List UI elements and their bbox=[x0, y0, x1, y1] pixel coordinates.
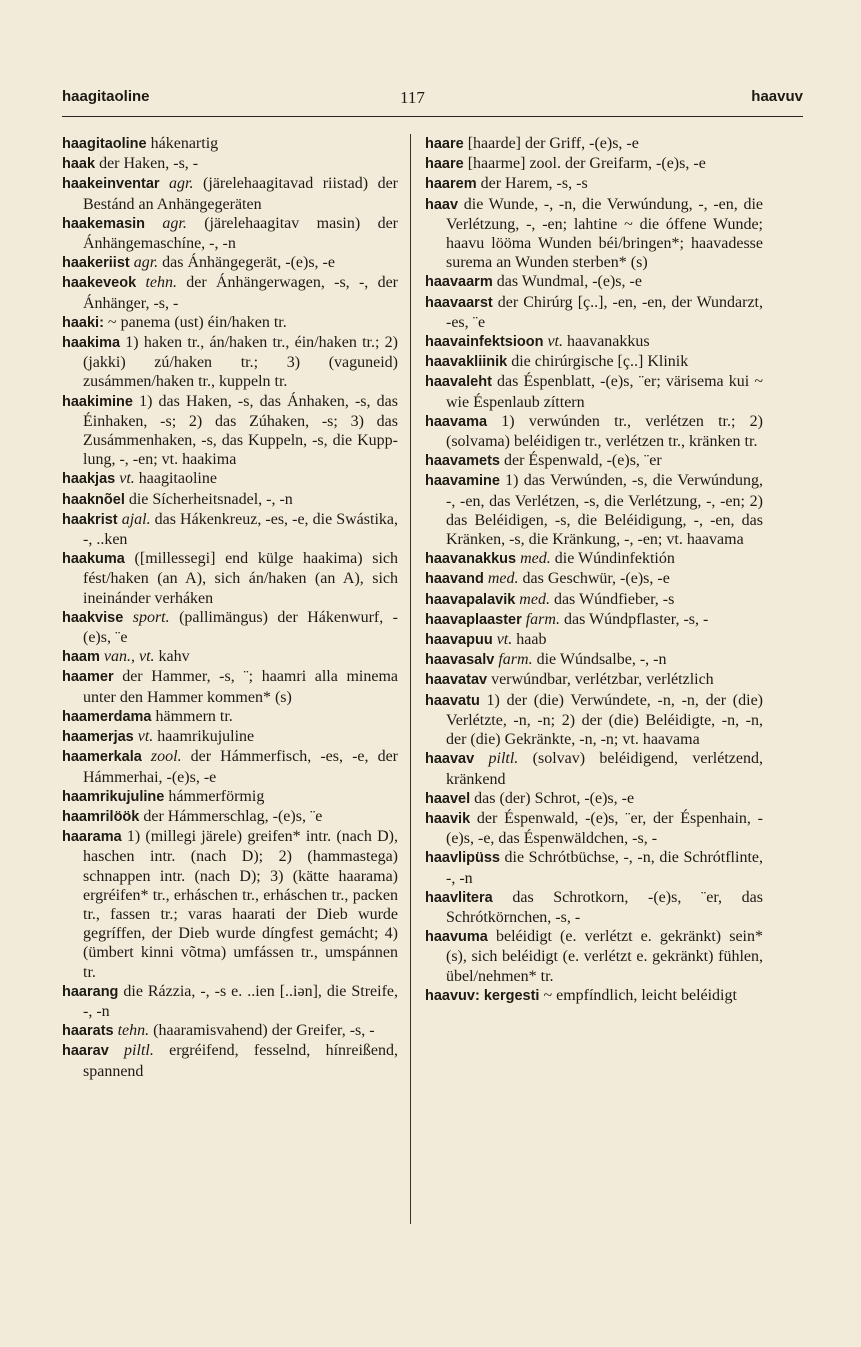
dictionary-entry bbox=[425, 549, 763, 569]
entry-label: agr. bbox=[159, 175, 194, 193]
dictionary-entry bbox=[62, 727, 398, 747]
dictionary-entry bbox=[425, 590, 763, 610]
entry-label: vt. bbox=[115, 470, 135, 488]
entry-label: med. bbox=[516, 550, 551, 568]
entry-headword: haamerjas bbox=[62, 729, 134, 746]
entry-definition: 1) das Verwúnden, -s, die Verwúndung, -, -en, das Verlétzen, -s, die Verlétzung, -, -en; 2) das Beléidigen, -s, die Beléidigung, -, -en, das Kränken, -s, die Kränkung, -, -en; vt. haavama bbox=[446, 472, 763, 549]
entry-definition: haavanakkus bbox=[563, 333, 650, 351]
entry-definition: das Ánhängegerät, -(e)s, -e bbox=[158, 254, 335, 272]
entry-headword: haamerkala bbox=[62, 749, 142, 766]
entry-headword: haavapuu bbox=[425, 632, 493, 649]
right-column bbox=[425, 134, 763, 1006]
dictionary-entry bbox=[62, 608, 398, 647]
entry-definition: haab bbox=[512, 631, 547, 649]
dictionary-entry bbox=[62, 667, 398, 706]
entry-label: vt. bbox=[133, 728, 154, 746]
dictionary-entry bbox=[62, 747, 398, 786]
dictionary-entry bbox=[425, 174, 763, 194]
entry-headword: haavaarst bbox=[425, 294, 493, 311]
entry-definition: der Éspenwald, -(e)s, ¨er bbox=[499, 452, 662, 470]
entry-label: agr. bbox=[145, 214, 187, 232]
entry-headword: haav bbox=[425, 196, 459, 213]
dictionary-entry bbox=[62, 490, 398, 510]
dictionary-entry bbox=[425, 272, 763, 292]
entry-definition: (järelehaagitavad riistad) der Bestánd an Anhängegeräten bbox=[83, 175, 398, 213]
dictionary-entry bbox=[425, 809, 763, 848]
entry-definition: hämmern tr. bbox=[151, 707, 233, 725]
header-first-word: haagitaoline bbox=[62, 88, 150, 105]
dictionary-entry bbox=[425, 372, 763, 411]
entry-headword: haakima bbox=[62, 335, 121, 352]
entry-headword: haarav bbox=[62, 1043, 109, 1060]
entry-headword: haakjas bbox=[62, 471, 116, 488]
entry-definition: die Wunde, -, -n, die Verwúndung, -, -en, die Verlétzung, -, -en; lahtine ~ die óffene Wunde; haavu lööma Wunden béi/bringen*; haavadesse surema an Wunden sterben* (s) bbox=[446, 195, 763, 272]
entry-headword: haamerdama bbox=[62, 708, 152, 725]
entry-definition: der Chirúrg [ç..], -en, -en, der Wundarzt, -es, ¨e bbox=[446, 293, 763, 331]
dictionary-entry bbox=[62, 154, 398, 174]
entry-definition: die Schrótbüchse, -, -n, die Schrótflinte, -, -n bbox=[446, 849, 763, 887]
entry-definition: das (der) Schrot, -(e)s, -e bbox=[470, 789, 635, 807]
dictionary-entry bbox=[425, 848, 763, 887]
entry-definition: die Sícherheitsnadel, -, -n bbox=[124, 490, 293, 508]
dictionary-entry bbox=[425, 134, 763, 154]
dictionary-entry bbox=[62, 982, 398, 1021]
page-header bbox=[62, 88, 803, 112]
dictionary-entry bbox=[62, 313, 398, 333]
entry-definition: [haarde] der Griff, -(e)s, -e bbox=[463, 135, 639, 152]
entry-label: vt. bbox=[543, 333, 563, 351]
entry-label: agr. bbox=[129, 254, 159, 272]
entry-headword: haare bbox=[425, 136, 464, 152]
entry-headword: haarem bbox=[425, 176, 477, 193]
entry-headword: haavatav bbox=[425, 672, 488, 689]
entry-headword: haamrikujuline bbox=[62, 788, 165, 805]
header-rule bbox=[62, 116, 803, 117]
column-divider bbox=[410, 134, 411, 1224]
entry-definition: der Éspenwald, -(e)s, ¨er, der Éspenhain, -(e)s, -e, das Éspenwäldchen, -s, - bbox=[446, 809, 763, 848]
entry-definition: haamrikujuline bbox=[153, 728, 255, 746]
dictionary-entry bbox=[62, 214, 398, 253]
header-last-word: haavuv bbox=[751, 88, 803, 105]
dictionary-entry bbox=[425, 195, 763, 273]
dictionary-entry bbox=[62, 549, 398, 608]
dictionary-entry bbox=[425, 412, 763, 451]
entry-definition: kahv bbox=[154, 648, 190, 666]
entry-definition: (pallimängus) der Hákenwurf, -(e)s, ¨e bbox=[83, 608, 398, 647]
entry-headword: haavatu bbox=[425, 692, 480, 709]
entry-definition: ([millessegi] end külge haakima) sich fést/haken (an A), sich án/haken (an A), sich ineinánder verháken bbox=[83, 550, 398, 607]
dictionary-entry bbox=[62, 392, 398, 470]
entry-label: ajal. bbox=[117, 510, 151, 528]
entry-headword: haavamets bbox=[425, 453, 500, 470]
entry-definition: das Éspenblatt, -(e)s, ¨er; värisema kui ~ wie Éspenlaub zíttern bbox=[446, 373, 763, 411]
entry-definition: der Haken, -s, - bbox=[95, 155, 199, 173]
entry-definition: hámmerförmig bbox=[164, 787, 265, 805]
entry-label: piltl. bbox=[108, 1042, 154, 1060]
dictionary-entry bbox=[425, 630, 763, 650]
entry-label: zool. bbox=[141, 748, 182, 766]
entry-headword: haarang bbox=[62, 983, 119, 1000]
entry-headword: haagitaoline bbox=[62, 136, 147, 152]
entry-headword: haaki: bbox=[62, 314, 104, 331]
dictionary-entry bbox=[425, 451, 763, 471]
dictionary-entry bbox=[425, 293, 763, 332]
dictionary-entry bbox=[62, 647, 398, 667]
entry-headword: haavaleht bbox=[425, 374, 492, 391]
entry-headword: haamrilöök bbox=[62, 808, 140, 825]
entry-headword: haavav bbox=[425, 751, 475, 768]
entry-headword: haakrist bbox=[62, 511, 118, 528]
entry-label: van., vt. bbox=[99, 648, 155, 666]
dictionary-entry bbox=[425, 154, 763, 174]
entry-label: sport. bbox=[123, 608, 170, 626]
entry-definition: der Harem, -s, -s bbox=[476, 175, 588, 193]
entry-headword: haavama bbox=[425, 413, 488, 430]
entry-definition: haagitaoline bbox=[134, 470, 217, 488]
dictionary-entry bbox=[425, 749, 763, 788]
entry-headword: haavuv: kergesti bbox=[425, 987, 540, 1004]
entry-headword: haavamine bbox=[425, 473, 500, 490]
entry-headword: haakeveok bbox=[62, 275, 137, 292]
dictionary-entry bbox=[425, 670, 763, 690]
entry-label: farm. bbox=[521, 610, 560, 628]
dictionary-entry bbox=[62, 787, 398, 807]
entry-definition: (solvav) beléidigend, verlétzend, kränkend bbox=[446, 750, 764, 788]
entry-label: med. bbox=[483, 570, 519, 588]
entry-definition: das Wundmal, -(e)s, -e bbox=[492, 273, 642, 291]
dictionary-entry bbox=[425, 352, 763, 372]
entry-definition: 1) das Haken, -s, das Ánhaken, -s, das Éinhaken, -s; 2) das Zúhaken, -s; 3) das Zusámmenhaken, -s, das Kuppeln, -s, die Kupplung, -, -en; vt. haakima bbox=[83, 392, 398, 469]
entry-definition: ~ panema (ust) éin/haken tr. bbox=[103, 313, 287, 331]
entry-definition: die Rázzia, -, -s e. ..ien [..iən], die Streife, -, -n bbox=[83, 982, 398, 1020]
entry-definition: ergréifend, fesselnd, hínreißend, spannend bbox=[83, 1042, 399, 1080]
dictionary-entry bbox=[62, 510, 398, 549]
entry-headword: haavlipüss bbox=[425, 850, 500, 867]
entry-headword: haavainfektsioon bbox=[425, 334, 544, 351]
entry-headword: haavaarm bbox=[425, 274, 493, 291]
entry-headword: haavel bbox=[425, 790, 471, 807]
entry-headword: haakemasin bbox=[62, 215, 146, 232]
entry-definition: das Geschwür, -(e)s, -e bbox=[518, 570, 670, 588]
entry-headword: haavik bbox=[425, 810, 471, 827]
entry-definition: (järelehaagitav masin) der Ánhängemaschíne, -, -n bbox=[83, 214, 398, 253]
entry-definition: das Hákenkreuz, -es, -e, die Swástika, -, ..ken bbox=[83, 510, 399, 549]
entry-definition: der Hammer, -s, ¨; haamri alla minema unter den Hammer kommen* (s) bbox=[83, 668, 398, 706]
dictionary-entry bbox=[62, 253, 398, 273]
entry-definition: das Wúndpflaster, -s, - bbox=[559, 610, 709, 628]
dictionary-entry bbox=[62, 333, 398, 392]
entry-definition: das Wúndfieber, -s bbox=[549, 590, 675, 608]
dictionary-entry bbox=[425, 986, 763, 1006]
dictionary-entry bbox=[62, 134, 398, 154]
dictionary-entry bbox=[62, 707, 398, 727]
entry-headword: haavand bbox=[425, 571, 484, 588]
entry-headword: haare bbox=[425, 156, 464, 173]
dictionary-entry bbox=[62, 174, 398, 213]
entry-headword: haaknõel bbox=[62, 491, 125, 508]
entry-definition: die chirúrgische [ç..] Klinik bbox=[507, 353, 689, 371]
entry-definition: das Schrotkorn, -(e)s, ¨er, das Schrótkörnchen, -s, - bbox=[446, 888, 763, 926]
entry-label: farm. bbox=[494, 651, 533, 669]
entry-headword: haakvise bbox=[62, 609, 124, 626]
entry-label: med. bbox=[515, 590, 550, 608]
entry-headword: haavaplaaster bbox=[425, 611, 522, 628]
entry-definition: 1) (millegi järele) greifen* intr. (nach D), haschen intr. (nach D); 2) (hammastega) schnappen intr. (nach D); 3) (kätte haarama) ergréifen* tr., erháschen tr., erháschen tr., packen tr., fassen tr.; varas haarati der Dieb wurde gegríffen, der Dieb wurde díngfest gemácht; 4) (ümbert kinni võtma) umfássen tr., umspánnen tr. bbox=[83, 828, 398, 981]
entry-label: tehn. bbox=[113, 1022, 150, 1040]
entry-headword: haarama bbox=[62, 829, 122, 846]
entry-headword: haamer bbox=[62, 669, 114, 686]
entry-label: tehn. bbox=[136, 274, 177, 292]
dictionary-entry bbox=[425, 650, 763, 670]
entry-headword: haam bbox=[62, 649, 100, 666]
entry-headword: haarats bbox=[62, 1023, 114, 1040]
entry-definition: verwúndbar, verlétzbar, verlétzlich bbox=[487, 671, 714, 689]
dictionary-entry bbox=[425, 569, 763, 589]
dictionary-entry bbox=[62, 807, 398, 827]
entry-headword: haakimine bbox=[62, 393, 133, 410]
dictionary-entry bbox=[425, 888, 763, 927]
entry-definition: die Wúndsalbe, -, -n bbox=[532, 651, 667, 669]
entry-definition: der Ánhängerwagen, -s, -, der Ánhänger, -s, - bbox=[83, 274, 398, 312]
dictionary-entry bbox=[62, 827, 398, 982]
entry-headword: haavakliinik bbox=[425, 354, 508, 371]
entry-definition: 1) verwúnden tr., verlétzen tr.; 2) (solvama) beléidigen tr., verlétzen tr., kränken tr. bbox=[446, 412, 763, 451]
entry-headword: haavapalavik bbox=[425, 591, 516, 608]
dictionary-entry bbox=[425, 927, 763, 986]
entry-headword: haakeriist bbox=[62, 255, 130, 272]
entry-headword: haavlitera bbox=[425, 889, 493, 906]
entry-headword: haavuma bbox=[425, 929, 488, 946]
entry-headword: haakeinventar bbox=[62, 176, 160, 193]
dictionary-entry bbox=[425, 789, 763, 809]
dictionary-entry bbox=[62, 469, 398, 489]
entry-label: vt. bbox=[492, 631, 513, 649]
dictionary-entry bbox=[62, 1041, 398, 1080]
entry-definition: ~ empfíndlich, leicht beléidigt bbox=[539, 986, 737, 1004]
dictionary-entry bbox=[425, 610, 763, 630]
entry-headword: haavasalv bbox=[425, 652, 495, 669]
entry-definition: (haaramisvahend) der Greifer, -s, - bbox=[149, 1022, 375, 1040]
entry-definition: die Wúndinfektión bbox=[550, 550, 675, 568]
dictionary-entry bbox=[425, 332, 763, 352]
page-number: 117 bbox=[400, 88, 425, 107]
entry-headword: haavanakkus bbox=[425, 551, 517, 568]
dictionary-entry bbox=[62, 273, 398, 312]
entry-definition: hákenartig bbox=[146, 135, 219, 152]
entry-definition: der Hámmerfisch, -es, -e, der Hámmerhai, -(e)s, -e bbox=[83, 748, 399, 786]
entry-definition: 1) haken tr., án/haken tr., éin/haken tr.; 2) (jakki) zú/haken tr.; 3) (vaguneid) zusámmen/haken tr., kuppeln tr. bbox=[83, 334, 398, 391]
entry-headword: haakuma bbox=[62, 551, 125, 568]
left-column bbox=[62, 134, 398, 1081]
entry-headword: haak bbox=[62, 156, 96, 173]
entry-definition: [haarme] zool. der Greifarm, -(e)s, -e bbox=[463, 155, 706, 173]
entry-label: piltl. bbox=[474, 750, 519, 768]
entry-definition: 1) der (die) Verwúndete, -n, -n, der (die) Verlétzte, -n, -n; 2) der (die) Beléidigte, -n, -n, der (die) Gekränkte, -n, -n; vt. haavama bbox=[446, 691, 763, 749]
dictionary-entry bbox=[425, 691, 763, 750]
entry-definition: beléidigt (e. verlétzt e. gekränkt) sein* (s), sich beléidigt (e. verlétzt e. gekränkt) fühlen, übel/nehmen* tr. bbox=[446, 928, 763, 985]
dictionary-entry bbox=[425, 471, 763, 549]
dictionary-entry bbox=[62, 1021, 398, 1041]
entry-definition: der Hámmerschlag, -(e)s, ¨e bbox=[139, 807, 323, 825]
